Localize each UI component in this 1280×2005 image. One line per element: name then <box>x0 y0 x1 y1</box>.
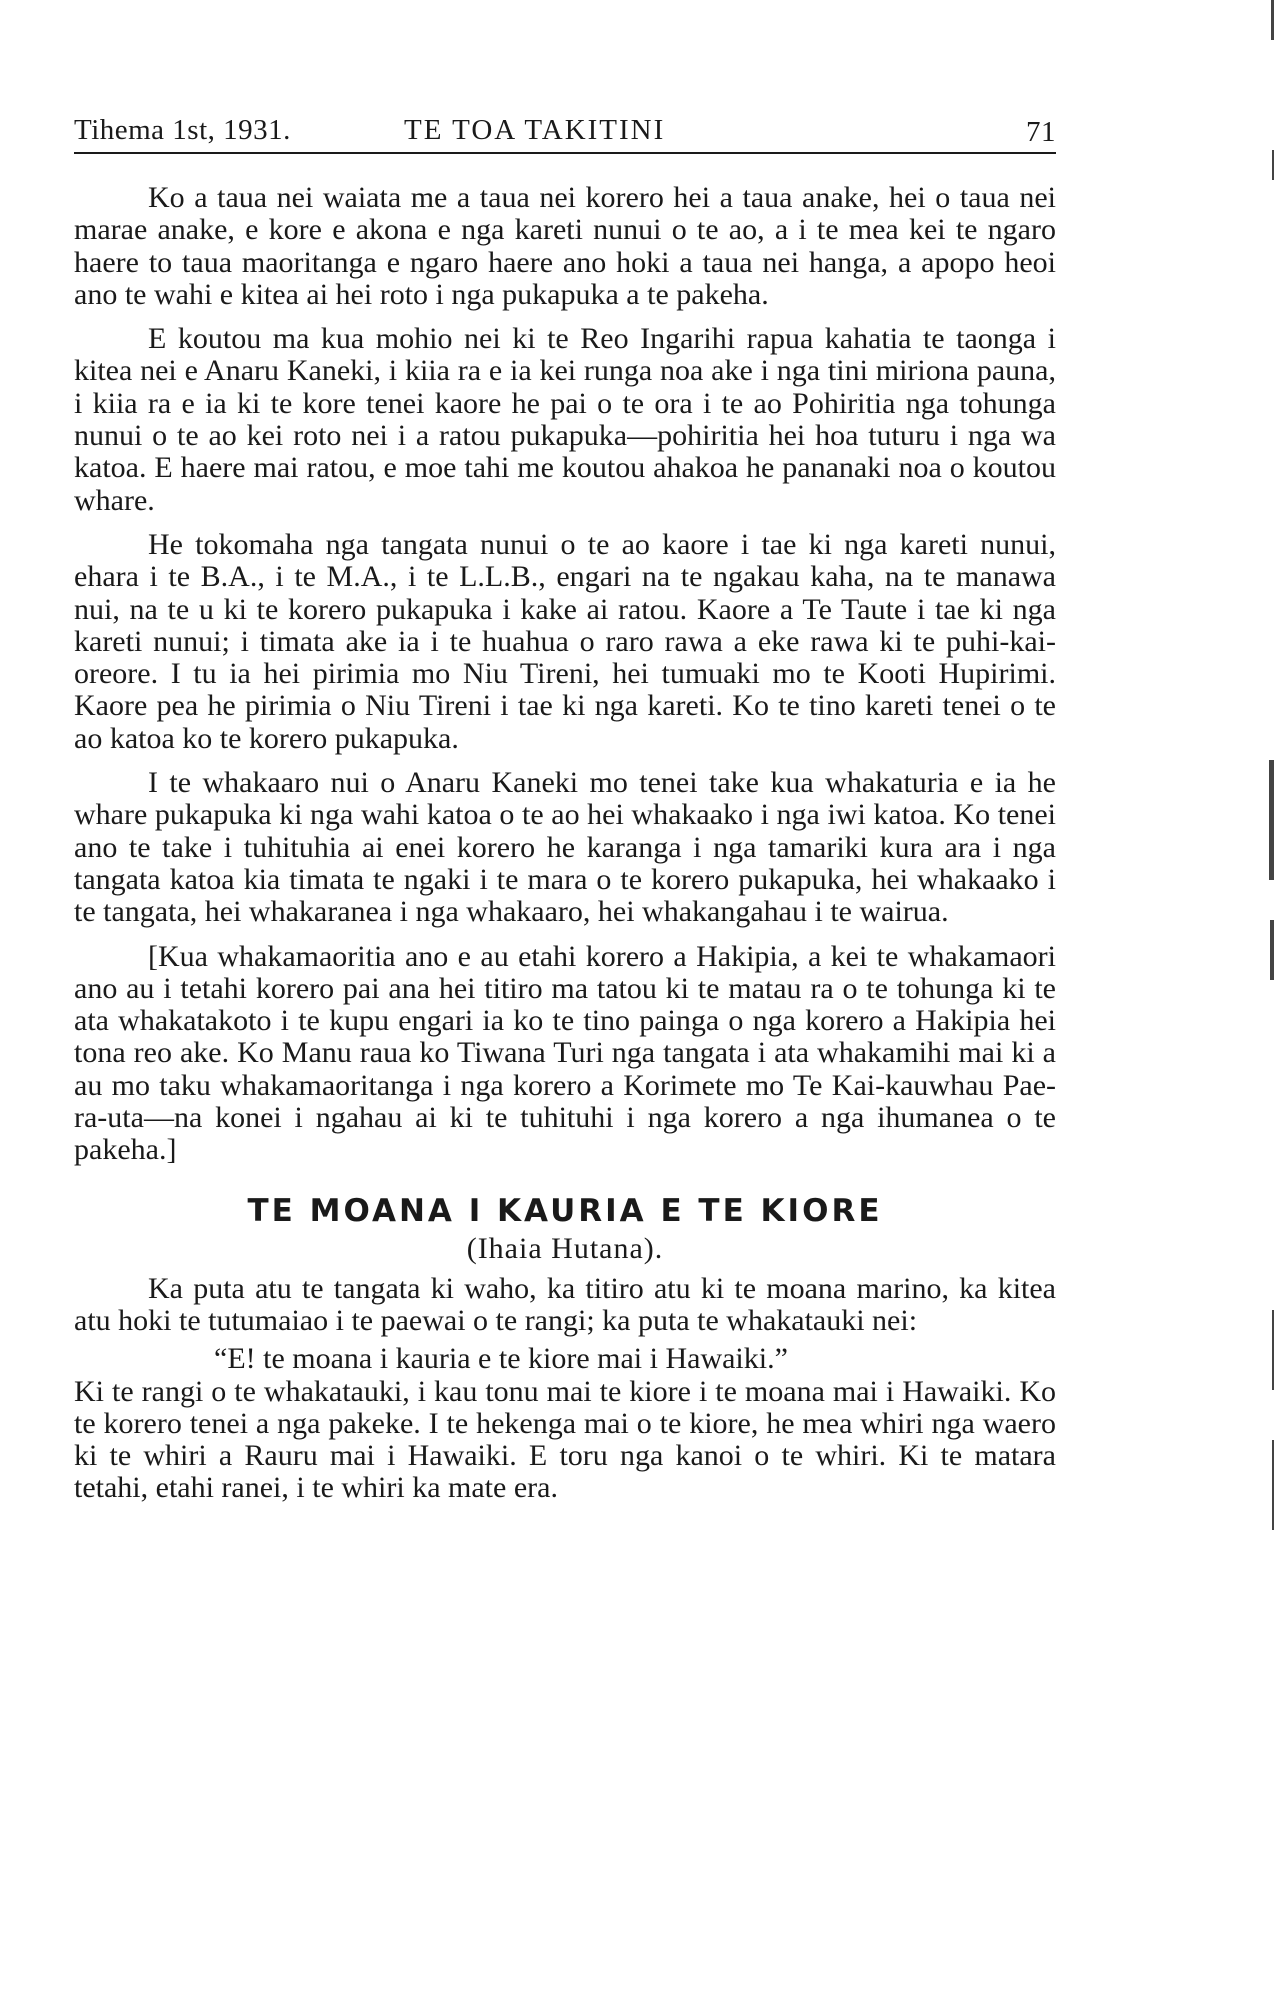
paragraph: E koutou ma kua mohio nei ki te Reo Ingarihi rapua kahatia te taonga i kitea nei e Anaru Kaneki, i kiia ra e ia kei runga noa ake i nga tini miriona pauna, i kiia ra e ia ki te kore tenei kaore he pai o te ora i te ao Pohiritia nga tohunga nunui o te ao kei roto nei i a ratou pukapuka—pohiritia hei hoa tuturu i nga wa katoa. E haere mai ratou, e moe tahi me koutou ahakoa he pananaki noa o koutou whare. <box>74 322 1056 517</box>
document-page <box>74 108 1056 1505</box>
bracketed-note: [Kua whakamaoritia ano e au etahi korero a Hakipia, a kei te whakamaori ano au i tetahi korero pai ana hei titiro ma tatou ki te matau ra o te tohunga ki te ata whakatakoto i te kupu engari ia ko te tino painga o nga korero a Hakipia hei tona reo ake. Ko Manu raua ko Tiwana Turi nga tangata i ata whakamihi mai ki a au mo taku whakamaoritanga i nga korero a Korimete mo Te Kai-kauwhau Pae-ra-uta—na konei i ngahau ai ki te tuhituhi i nga korero a nga ihumanea o te pakeha.] <box>74 939 1056 1167</box>
section-continuation: Ki te rangi o te whakatauki, i kau tonu mai te kiore i te moana mai i Hawaiki. Ko te korero tenei a nga pakeke. I te hekenga mai o te kiore, he mea whiri nga waero ki te whiri a Rauru mai i Hawaiki. E toru nga kanoi o te whiri. Ki te matara tetahi, etahi ranei, i te whiri ka mate era. <box>74 1374 1056 1505</box>
section-author: (Ihaia Hutana). <box>466 1231 664 1265</box>
issue-date: Tihema 1st, 1931. <box>74 114 291 146</box>
article-body <box>74 182 1056 1505</box>
publication-title: TE TOA TAKITINI <box>404 114 666 146</box>
page-number: 71 <box>1026 116 1056 148</box>
scan-edge-marks <box>1260 0 1280 2005</box>
section-heading: TE MOANA I KAURIA E TE KIORE <box>247 1192 883 1229</box>
paragraph: He tokomaha nga tangata nunui o te ao kaore i tae ki nga kareti nunui, ehara i te B.A., i te M.A., i te L.L.B., engari na te ngakau kaha, na te manawa nui, na te u ki te korero pukapuka i kake ai ratou. Kaore a Te Taute i tae ki nga kareti nunui; i timata ake ia i te huahua o raro rawa a eke rawa ki te puhi-kai-oreore. I tu ia hei pirimia mo Niu Tireni, hei tumuaki mo te Kooti Hupirimi. Kaore pea he pirimia o Niu Tireni i tae ki nga kareti. Ko te tino kareti tenei o te ao katoa ko te korero pukapuka. <box>74 527 1056 755</box>
section-intro: Ka puta atu te tangata ki waho, ka titiro atu ki te moana marino, ka kitea atu hoki te tutumaiao i te paewai o te rangi; ka puta te whakatauki nei: <box>74 1271 1056 1337</box>
paragraph: I te whakaaro nui o Anaru Kaneki mo tenei take kua whakaturia e ia he whare pukapuka ki nga wahi katoa o te ao hei whakaako i nga iwi katoa. Ko tenei ano te take i tuhituhia ai enei korero he karanga i nga tamariki kura ara i nga tangata katoa kia timata te ngaki i te mara o te korero pukapuka, hei whakaako i te tangata, hei whakaranea i nga whakaaro, hei whakangahau i te wairua. <box>74 766 1056 929</box>
proverb-quote: “E! te moana i kauria e te kiore mai i Hawaiki.” <box>214 1342 788 1376</box>
paragraph: Ko a taua nei waiata me a taua nei korero hei a taua anake, hei o taua nei marae anake, e kore e akona e nga kareti nunui o te ao, a i te mea kei te ngaro haere to taua maoritanga e ngaro haere ano hoki a taua nei hanga, a apopo heoi ano te wahi e kitea ai hei roto i nga pukapuka a te pakeha. <box>74 181 1056 311</box>
running-header <box>74 108 1056 154</box>
